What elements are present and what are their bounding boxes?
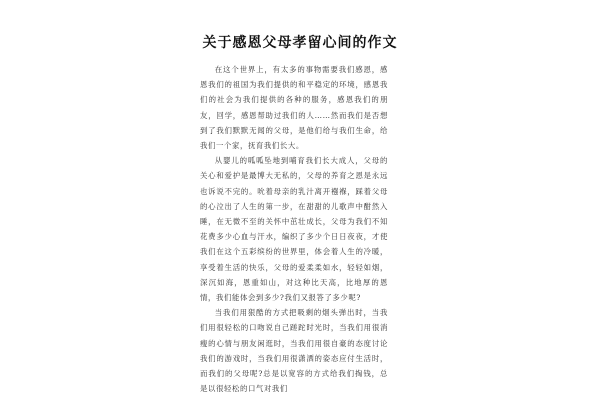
paragraph: 当我们用狠酷的方式把吸剩的烟头弹出时，当我们用很轻松的口吻说自己蹉跎时光时，当我们用很消瘦的心情与朋友闲逛时，当我们用很自豪的态度讨论我们的游戏时，当我们用很潇洒的姿态应付生活时，而我们的父母呢?总是以宽容的方式给我们掏钱，总是以很轻松的口气对我们: [200, 308, 388, 394]
paragraph: 从婴儿的呱呱坠地到哺育我们长大成人，父母的关心和爱护是最博大无私的，父母的养育之恩是永远也诉说不完的。吮着母亲的乳汁离开襁褓，踩着父母的心泣出了人生的第一步，在甜甜的儿歌声中酣然入睡，在无微不至的关怀中茁壮成长，父母为我们不知花费多少心血与汗水，编织了多少个日日夜夜，才使我们在这个五彩缤纷的世界里，体会着人生的冷暖，享受着生活的快乐，父母的爱柔柔如水，轻轻如烟，深沉如海，恩重如山，对这种比天高，比地厚的恩情，我们能体会到多少?我们又报答了多少呢?: [200, 156, 388, 303]
paragraph: 在这个世界上，有太多的事物需要我们感恩，感恩我们的祖国为我们提供的和平稳定的环境，感恩我们的社会为我们提供的各种的服务，感恩我们的朋友，回学，感恩帮助过我们的人……然而我们是否想到了我们默默无闻的父母，是他们给与我们生命，给我们一个家，抚育我们长大。: [200, 65, 388, 151]
document-body: [200, 62, 388, 396]
document-title: 关于感恩父母孝留心间的作文: [202, 35, 398, 51]
